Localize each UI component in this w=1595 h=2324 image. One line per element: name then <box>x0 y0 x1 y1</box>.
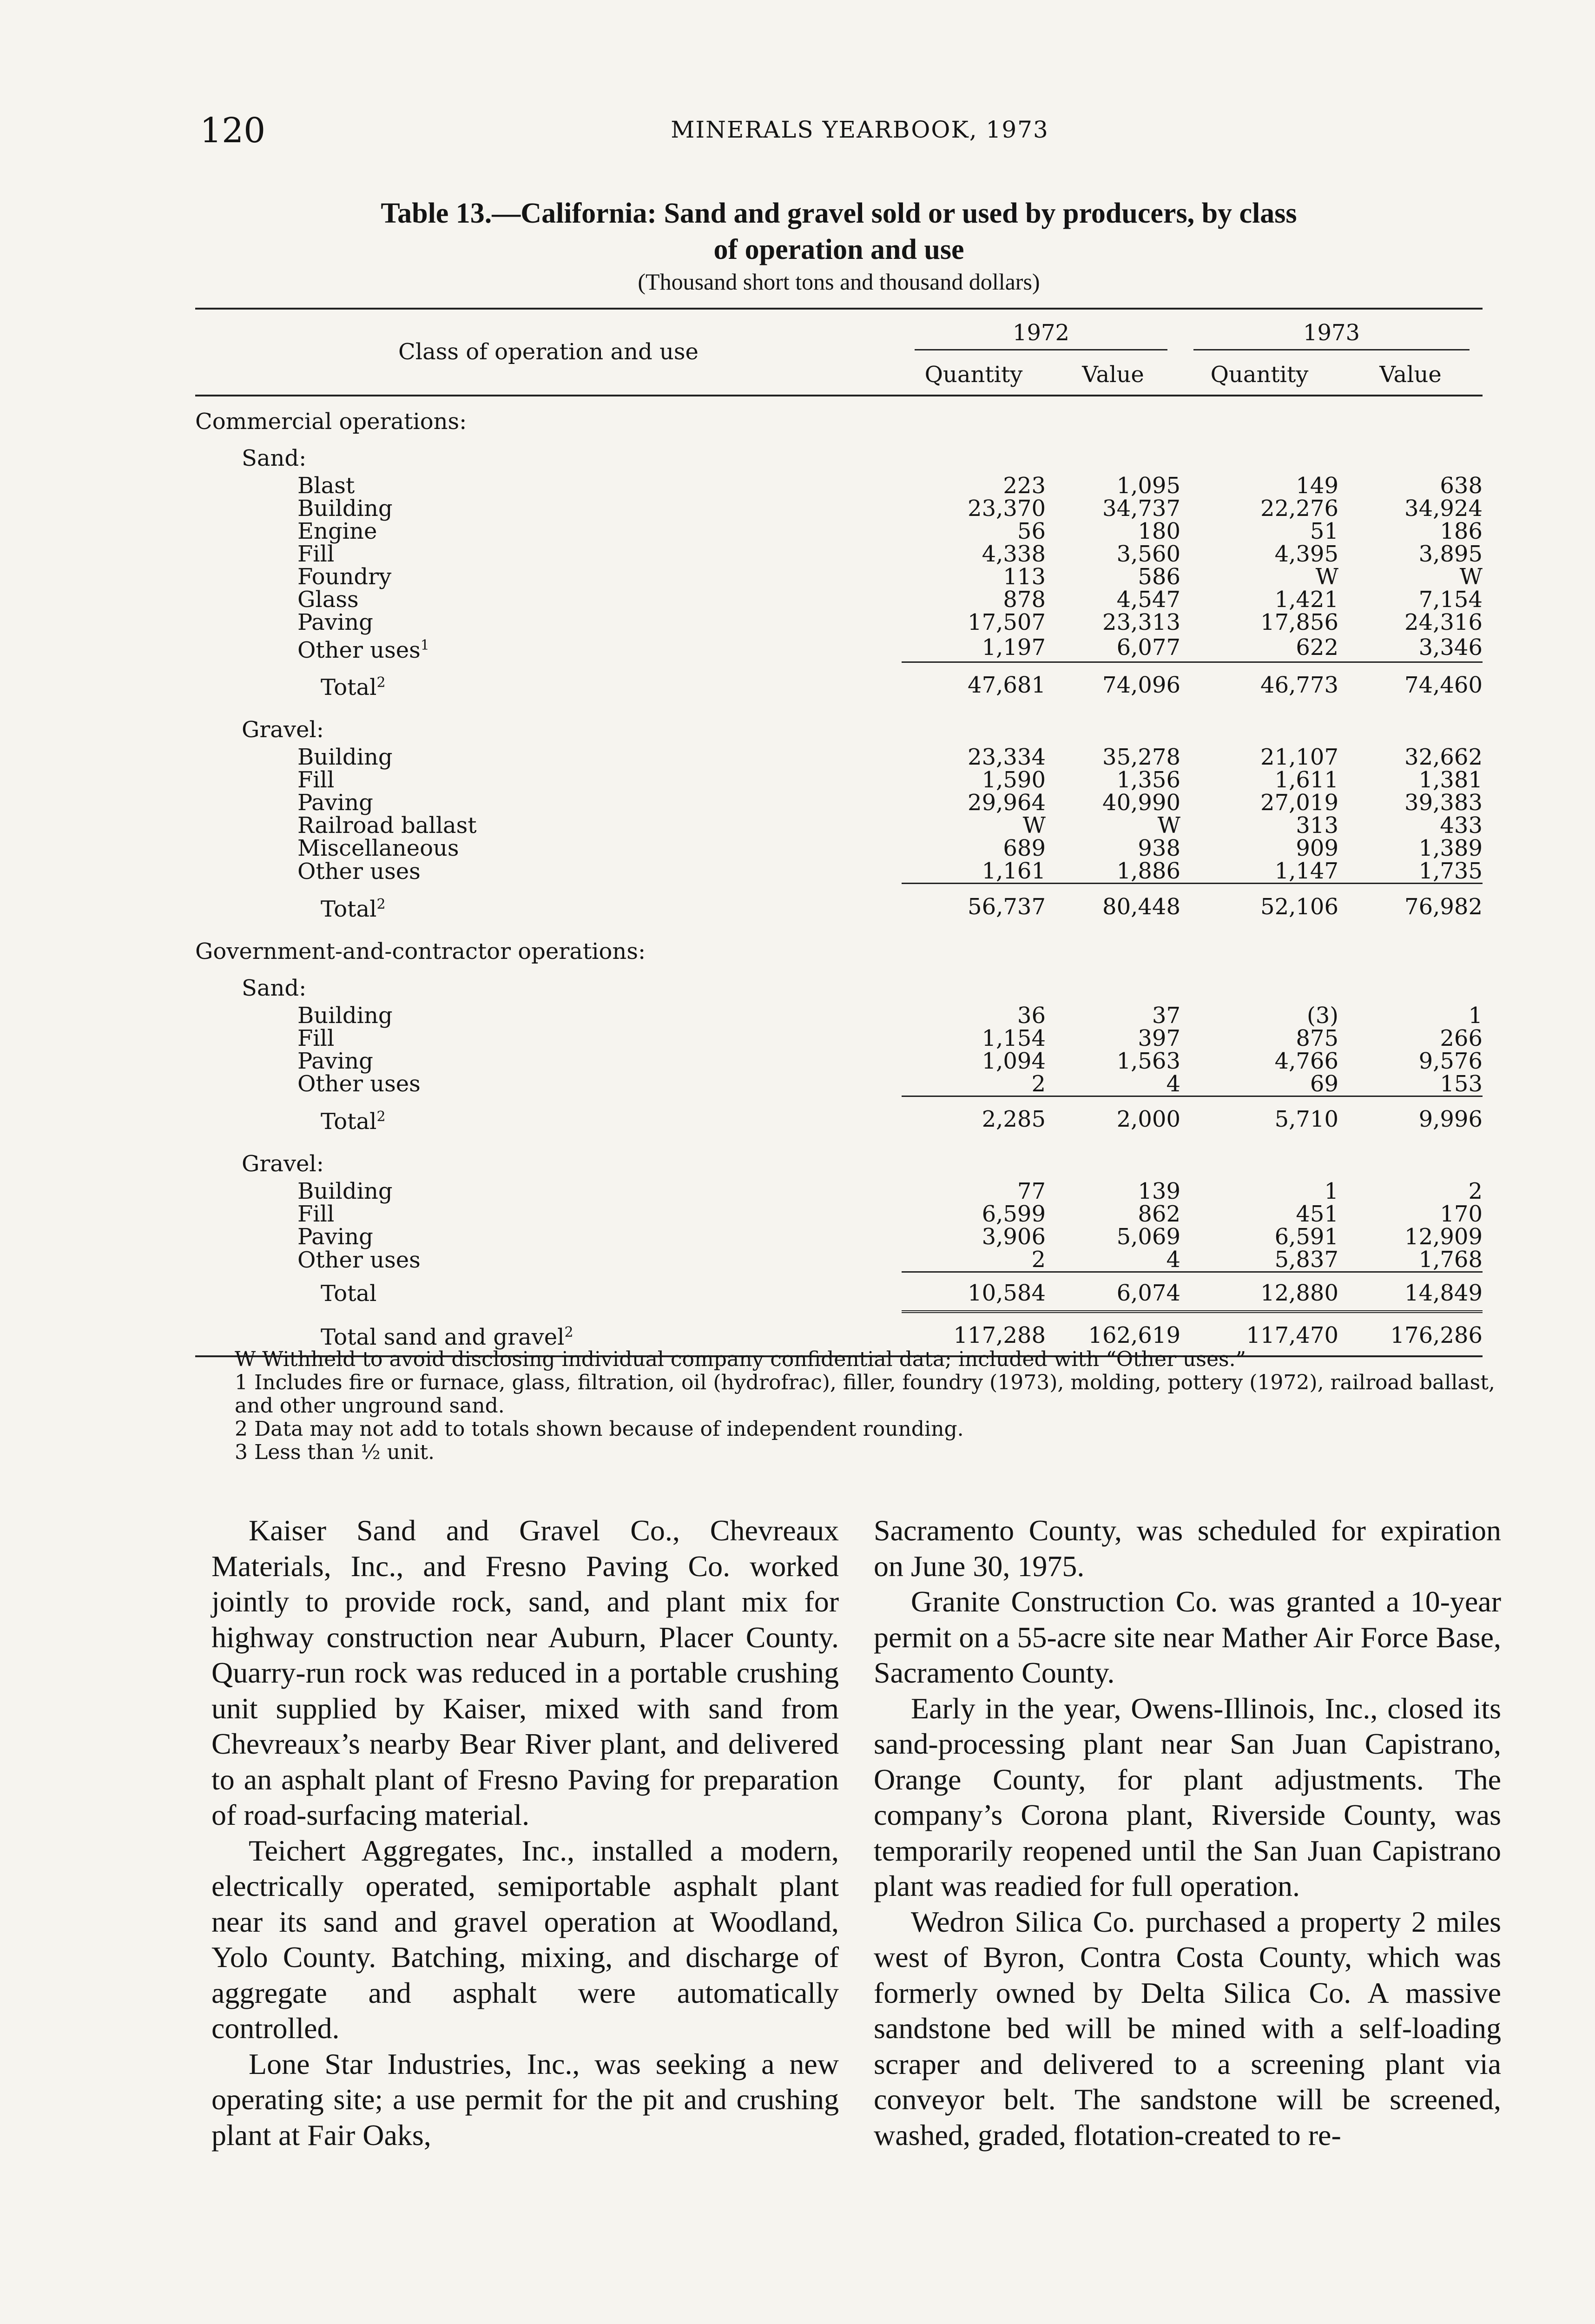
cell-value-1972: 4 <box>1166 1247 1180 1273</box>
table-13 <box>195 195 1483 1357</box>
empty-cell <box>902 1139 1483 1175</box>
row-label <box>195 1248 902 1272</box>
footnote-ref: 1 <box>420 637 429 654</box>
table-row <box>195 566 1483 588</box>
table-total-row <box>195 1272 1483 1312</box>
cell-quantity-1972: 1,094 <box>982 1048 1046 1074</box>
cell-value-1972: 162,619 <box>1046 1312 1180 1356</box>
table-group-row <box>195 705 1483 741</box>
row-label <box>195 926 902 963</box>
cell-value-1973: 433 <box>1440 812 1483 838</box>
row-label <box>195 1272 902 1312</box>
table-row <box>195 1175 1483 1203</box>
cell-value-1973: 2 <box>1468 1178 1483 1204</box>
cell-quantity-1973: 52,106 <box>1180 884 1338 926</box>
cell-quantity-1972: 2,285 <box>902 1096 1046 1139</box>
cell-value-1972: 1,886 <box>1116 858 1180 884</box>
cell-quantity-1973: 51 <box>1310 518 1338 544</box>
cell-quantity-1972: 23,334 <box>968 744 1046 770</box>
row-label-text: Building <box>297 744 393 770</box>
row-label-text: Fill <box>297 1201 335 1227</box>
cell-value-1972: 5,069 <box>1116 1224 1180 1250</box>
cell-quantity-1972: 4,338 <box>982 541 1046 567</box>
header-quantity-1972: Quantity <box>924 362 1023 388</box>
cell-value-1973: 186 <box>1440 518 1483 544</box>
row-label <box>195 588 902 611</box>
cell-quantity-1973: W <box>1315 564 1338 590</box>
cell-value-1972: 34,737 <box>1102 495 1180 522</box>
row-label <box>195 1203 902 1226</box>
header-value-1972: Value <box>1082 362 1144 388</box>
cell-value-1972: 35,278 <box>1102 744 1180 770</box>
body-column-left <box>211 1513 839 2153</box>
cell-value-1972: 397 <box>1138 1025 1180 1051</box>
cell-value-1973: 266 <box>1440 1025 1483 1051</box>
table-row <box>195 769 1483 792</box>
cell-value-1973: 1,389 <box>1418 835 1483 861</box>
cell-quantity-1972: 77 <box>1017 1178 1046 1204</box>
empty-cell <box>902 433 1483 470</box>
cell-quantity-1973: 46,773 <box>1180 662 1338 705</box>
cell-value-1972: 6,077 <box>1116 634 1180 660</box>
row-label <box>195 611 902 634</box>
cell-value-1972: 80,448 <box>1046 884 1180 926</box>
row-label-text: Foundry <box>297 564 392 590</box>
cell-quantity-1973: 4,766 <box>1274 1048 1338 1074</box>
row-label <box>195 520 902 543</box>
cell-value-1973: 32,662 <box>1404 744 1483 770</box>
table-caption-line2: of operation and use <box>713 234 964 265</box>
empty-cell <box>902 396 1483 433</box>
cell-value-1972: 74,096 <box>1046 662 1180 705</box>
cell-value-1972: 4 <box>1166 1070 1180 1097</box>
cell-quantity-1972: 223 <box>1003 473 1046 499</box>
cell-quantity-1972: 2 <box>1031 1247 1046 1273</box>
cell-value-1972: 1,563 <box>1116 1048 1180 1074</box>
row-label <box>195 1139 902 1175</box>
row-label <box>195 396 902 433</box>
cell-quantity-1973: 69 <box>1310 1070 1338 1097</box>
page-header <box>200 111 1520 152</box>
cell-quantity-1972: 1,154 <box>982 1025 1046 1051</box>
cell-quantity-1973: 6,591 <box>1274 1224 1338 1250</box>
table-row <box>195 837 1483 860</box>
row-label <box>195 1000 902 1027</box>
row-label-text: Miscellaneous <box>297 835 459 861</box>
paragraph: Teichert Aggregates, Inc., installed a modern, electrically operated, semiportable asphalt plant near its sand and gravel operation at Woodland, Yolo County. Batching, mixing, and discharge of aggregate and asphalt were automatically controlled. <box>211 1834 839 2045</box>
row-label-text: Gravel: <box>242 1151 324 1177</box>
row-label-text: Commercial operations: <box>195 409 467 435</box>
cell-value-1972: 23,313 <box>1102 609 1180 635</box>
cell-quantity-1972: 113 <box>1003 564 1046 590</box>
cell-value-1972: 2,000 <box>1046 1096 1180 1139</box>
table-row <box>195 1073 1483 1096</box>
row-label-text: Total <box>321 1280 377 1307</box>
cell-value-1972: 6,074 <box>1046 1272 1180 1312</box>
row-label <box>195 1073 902 1096</box>
cell-value-1973: 34,924 <box>1404 495 1483 522</box>
cell-value-1972: 4,547 <box>1116 587 1180 613</box>
cell-quantity-1972: 56,737 <box>902 884 1046 926</box>
cell-quantity-1972: 2 <box>1031 1070 1046 1097</box>
table-group-row <box>195 396 1483 433</box>
row-label-text: Gravel: <box>242 717 324 743</box>
cell-quantity-1972: 117,288 <box>902 1312 1046 1356</box>
cell-value-1972: 3,560 <box>1116 541 1180 567</box>
table-total-row <box>195 884 1483 926</box>
cell-quantity-1973: 909 <box>1296 835 1338 861</box>
row-label <box>195 1096 902 1139</box>
cell-quantity-1972: 1,590 <box>982 767 1046 793</box>
table-group-row <box>195 963 1483 1000</box>
row-label-text: Government-and-contractor operations: <box>195 938 646 964</box>
cell-quantity-1972: 17,507 <box>968 609 1046 635</box>
row-label-text: Fill <box>297 767 335 793</box>
table-caption-line1: Table 13.—California: Sand and gravel sold or used by producers, by class <box>381 198 1297 229</box>
cell-value-1972: W <box>1157 812 1180 838</box>
table-footnotes <box>235 1348 1499 1464</box>
footnote-ref: 2 <box>564 1324 573 1340</box>
table-row <box>195 634 1483 662</box>
cell-value-1972: 938 <box>1138 835 1180 861</box>
footnote-3: 3 Less than ½ unit. <box>235 1440 435 1464</box>
footnote-2: 2 Data may not add to totals shown because of independent rounding. <box>235 1417 964 1441</box>
table-row <box>195 1000 1483 1027</box>
row-label-text: Paving <box>297 790 373 816</box>
cell-quantity-1972: 6,599 <box>982 1201 1046 1227</box>
cell-value-1973: 638 <box>1440 473 1483 499</box>
row-label-text: Other uses <box>297 1247 421 1273</box>
cell-value-1973: 1 <box>1468 1002 1483 1029</box>
row-label-text: Glass <box>297 587 359 613</box>
table-row <box>195 1050 1483 1073</box>
cell-quantity-1973: 117,470 <box>1180 1312 1338 1356</box>
table-total-row <box>195 1096 1483 1139</box>
paragraph: Early in the year, Owens-Illinois, Inc., closed its sand-processing plant near San Juan Capistrano, Orange County, for plant adjustments. The company’s Corona plant, Riverside County, was temporarily reopened until the San Juan Capistrano plant was readied for full operation. <box>874 1691 1501 1902</box>
header-quantity-1973: Quantity <box>1210 362 1309 388</box>
cell-quantity-1973: 5,710 <box>1180 1096 1338 1139</box>
footnote-1: 1 Includes fire or furnace, glass, filtration, oil (hydrofrac), filler, foundry (1973), molding, pottery (1972), railroad ballast, and other unground sand. <box>235 1371 1495 1418</box>
table-row <box>195 1226 1483 1248</box>
cell-quantity-1972: 36 <box>1017 1002 1046 1029</box>
row-label <box>195 741 902 769</box>
row-label <box>195 963 902 1000</box>
row-label <box>195 566 902 588</box>
row-label <box>195 792 902 814</box>
cell-quantity-1973: 875 <box>1296 1025 1338 1051</box>
cell-quantity-1973: 5,837 <box>1274 1247 1338 1273</box>
row-label-text: Fill <box>297 541 335 567</box>
row-label-text: Building <box>297 495 393 522</box>
row-label-text: Paving <box>297 1224 373 1250</box>
row-label <box>195 433 902 470</box>
header-year-1972 <box>902 309 1180 359</box>
empty-cell <box>902 705 1483 741</box>
table-row <box>195 611 1483 634</box>
table-row <box>195 520 1483 543</box>
cell-value-1972: 1,095 <box>1116 473 1180 499</box>
footnote-w: W Withheld to avoid disclosing individual company confidential data; included with “Other uses.” <box>235 1347 1246 1371</box>
row-label-text: Total <box>321 1109 377 1135</box>
cell-quantity-1973: 4,395 <box>1274 541 1338 567</box>
row-label-text: Railroad ballast <box>297 812 477 838</box>
cell-quantity-1973: 1,421 <box>1274 587 1338 613</box>
row-label <box>195 1175 902 1203</box>
cell-quantity-1972: 56 <box>1017 518 1046 544</box>
footnote-ref: 2 <box>376 1109 386 1125</box>
row-label-text: Paving <box>297 609 373 635</box>
page-number: 120 <box>200 111 266 151</box>
table-row <box>195 497 1483 520</box>
footnote-ref: 2 <box>376 896 386 912</box>
table-row <box>195 1248 1483 1272</box>
cell-value-1973: 1,768 <box>1418 1247 1483 1273</box>
empty-cell <box>902 963 1483 1000</box>
table-units: (Thousand short tons and thousand dollars) <box>638 269 1040 295</box>
row-label-text: Other uses <box>297 1071 421 1097</box>
cell-value-1973: 9,996 <box>1338 1096 1483 1139</box>
cell-value-1973: 24,316 <box>1404 609 1483 635</box>
table-caption <box>195 195 1483 268</box>
cell-quantity-1973: 313 <box>1296 812 1338 838</box>
table-total-row <box>195 662 1483 705</box>
table-row <box>195 741 1483 769</box>
cell-value-1973: 39,383 <box>1404 790 1483 816</box>
table-row <box>195 1027 1483 1050</box>
cell-quantity-1972: 3,906 <box>982 1224 1046 1250</box>
year-1973-label: 1973 <box>1193 322 1470 350</box>
footnote-ref: 2 <box>376 674 386 691</box>
empty-cell <box>902 926 1483 963</box>
cell-value-1973: 153 <box>1440 1070 1483 1097</box>
cell-value-1972: 40,990 <box>1102 790 1180 816</box>
cell-quantity-1972: 29,964 <box>968 790 1046 816</box>
cell-quantity-1972: 10,584 <box>902 1272 1046 1312</box>
row-label-text: Other uses <box>297 637 421 663</box>
cell-quantity-1973: 17,856 <box>1260 609 1338 635</box>
cell-quantity-1972: 1,197 <box>982 634 1046 660</box>
paragraph: Wedron Silica Co. purchased a property 2 miles west of Byron, Contra Costa County, which was formerly owned by Delta Silica Co. A massive sandstone bed will be mined with a self-loading scraper and delivered to a screening plant via conveyor belt. The sandstone will be screened, washed, graded, flotation-created to re- <box>874 1905 1501 2152</box>
table-row <box>195 588 1483 611</box>
cell-value-1973: 3,895 <box>1418 541 1483 567</box>
paragraph: Lone Star Industries, Inc., was seeking a new operating site; a use permit for the pit and crushing plant at Fair Oaks, <box>211 2047 839 2152</box>
cell-value-1972: 1,356 <box>1116 767 1180 793</box>
cell-quantity-1972: 689 <box>1003 835 1046 861</box>
row-label <box>195 1226 902 1248</box>
row-label-text: Sand: <box>242 445 307 471</box>
row-label <box>195 837 902 860</box>
cell-quantity-1973: 622 <box>1296 634 1338 660</box>
cell-value-1972: 586 <box>1138 564 1180 590</box>
table-group-row <box>195 1139 1483 1175</box>
header-year-1973 <box>1180 309 1483 359</box>
row-label-text: Sand: <box>242 975 307 1001</box>
cell-quantity-1973: 1,147 <box>1274 858 1338 884</box>
cell-value-1973: 3,346 <box>1418 634 1483 660</box>
table-row <box>195 814 1483 837</box>
cell-quantity-1973: 451 <box>1296 1201 1338 1227</box>
row-label-text: Fill <box>297 1025 335 1051</box>
cell-value-1973: 14,849 <box>1338 1272 1483 1312</box>
row-label-text: Other uses <box>297 858 421 885</box>
cell-quantity-1972: 878 <box>1003 587 1046 613</box>
cell-value-1972: 862 <box>1138 1201 1180 1227</box>
table-row <box>195 860 1483 884</box>
cell-quantity-1973: 22,276 <box>1260 495 1338 522</box>
header-class-of-operation: Class of operation and use <box>398 339 699 365</box>
row-label-text: Total sand and gravel <box>321 1324 565 1350</box>
row-label <box>195 814 902 837</box>
row-label <box>195 543 902 566</box>
cell-quantity-1973: (3) <box>1307 1002 1338 1029</box>
data-table <box>195 308 1483 1357</box>
row-label <box>195 769 902 792</box>
cell-quantity-1973: 21,107 <box>1260 744 1338 770</box>
cell-value-1973: 74,460 <box>1338 662 1483 705</box>
paragraph: Granite Construction Co. was granted a 10-year permit on a 55-acre site near Mather Air Force Base, Sacramento County. <box>874 1585 1501 1689</box>
table-row <box>195 543 1483 566</box>
cell-value-1972: 180 <box>1138 518 1180 544</box>
row-label <box>195 497 902 520</box>
table-row <box>195 470 1483 497</box>
cell-quantity-1973: 1 <box>1324 1178 1338 1204</box>
cell-quantity-1973: 27,019 <box>1260 790 1338 816</box>
row-label <box>195 860 902 884</box>
row-label <box>195 662 902 705</box>
cell-quantity-1972: W <box>1022 812 1046 838</box>
paragraph: Sacramento County, was scheduled for expiration on June 30, 1975. <box>874 1514 1501 1583</box>
row-label-text: Engine <box>297 518 377 544</box>
cell-quantity-1973: 12,880 <box>1180 1272 1338 1312</box>
cell-value-1973: 9,576 <box>1418 1048 1483 1074</box>
cell-quantity-1973: 1,611 <box>1274 767 1338 793</box>
row-label-text: Paving <box>297 1048 373 1074</box>
cell-value-1973: 12,909 <box>1404 1224 1483 1250</box>
cell-quantity-1972: 23,370 <box>968 495 1046 522</box>
cell-value-1973: 76,982 <box>1338 884 1483 926</box>
cell-value-1973: 176,286 <box>1338 1312 1483 1356</box>
row-label <box>195 634 902 662</box>
table-group-row <box>195 926 1483 963</box>
paragraph: Kaiser Sand and Gravel Co., Chevreaux Materials, Inc., and Fresno Paving Co. worked jointly to provide rock, sand, and plant mix for highway construction near Auburn, Placer County. Quarry-run rock was reduced in a portable crushing unit supplied by Kaiser, mixed with sand from Chevreaux’s nearby Bear River plant, and delivered to an asphalt plant of Fresno Paving for preparation of road-surfacing material. <box>211 1514 839 1831</box>
header-value-1973: Value <box>1379 362 1442 388</box>
table-row <box>195 792 1483 814</box>
row-label <box>195 1050 902 1073</box>
row-label <box>195 1027 902 1050</box>
table-row <box>195 1203 1483 1226</box>
year-1972-label: 1972 <box>915 322 1167 350</box>
cell-value-1973: 1,735 <box>1418 858 1483 884</box>
row-label <box>195 705 902 741</box>
cell-value-1973: 1,381 <box>1418 767 1483 793</box>
row-label-text: Building <box>297 1002 393 1029</box>
row-label-text: Total <box>321 896 377 922</box>
running-head: MINERALS YEARBOOK, 1973 <box>671 116 1049 143</box>
row-label-text: Blast <box>297 473 355 499</box>
body-column-right <box>874 1513 1501 2153</box>
cell-value-1972: 37 <box>1152 1002 1180 1029</box>
row-label <box>195 884 902 926</box>
row-label-text: Building <box>297 1178 393 1204</box>
cell-quantity-1973: 149 <box>1296 473 1338 499</box>
cell-value-1973: 7,154 <box>1418 587 1483 613</box>
cell-quantity-1972: 47,681 <box>902 662 1046 705</box>
cell-value-1972: 139 <box>1138 1178 1180 1204</box>
cell-value-1973: W <box>1459 564 1483 590</box>
cell-value-1973: 170 <box>1440 1201 1483 1227</box>
table-body <box>195 396 1483 1356</box>
cell-quantity-1972: 1,161 <box>982 858 1046 884</box>
row-label-text: Total <box>321 674 377 700</box>
table-group-row <box>195 433 1483 470</box>
row-label <box>195 470 902 497</box>
